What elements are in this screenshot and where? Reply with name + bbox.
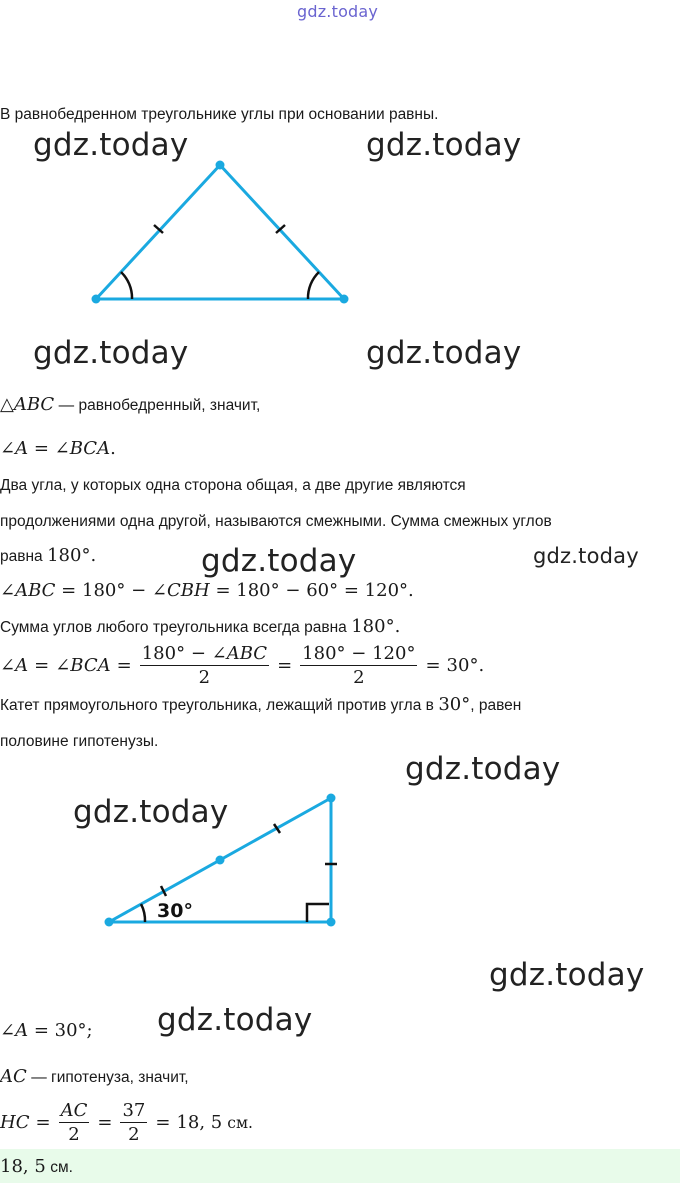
rule-text-adjacent-2: продолжениями одна другой, называются смежными. Сумма смежных углов xyxy=(0,513,552,530)
angle-a-value: ∠A = 30°; xyxy=(0,1020,93,1041)
vertex-point xyxy=(340,295,349,304)
hc-formula: HC = $\frac{AC}{2}$ = $\frac{37}{2}$ = 18, 5 см. xyxy=(0,1100,253,1145)
right-angle-mark xyxy=(307,904,329,922)
rule-text-angle-sum: Сумма углов любого треугольника всегда равна 180°. xyxy=(0,616,401,637)
vertex-point xyxy=(105,918,114,927)
watermark: gdz.today xyxy=(73,794,229,830)
fraction: $\frac{180^\circ - 120^\circ}{2}$ xyxy=(302,643,416,688)
triangle-symbol: △ xyxy=(0,394,14,415)
watermark: gdz.today xyxy=(533,544,639,568)
watermark: gdz.today xyxy=(201,543,357,579)
base-angle-arc xyxy=(121,272,132,299)
top-watermark: gdz.today xyxy=(297,2,379,21)
vertex-point xyxy=(92,295,101,304)
rule-text-30-degree-leg: Катет прямоугольного треугольника, лежащий против угла в 30°, равен xyxy=(0,694,522,715)
isosceles-statement: △ABC — равнобедренный, значит, xyxy=(0,394,261,415)
watermark: gdz.today xyxy=(405,751,561,787)
angle-label: 30° xyxy=(157,900,193,922)
angle-abc-formula: ∠ABC = 180° − ∠CBH = 180° − 60° = 120°. xyxy=(0,580,414,601)
isosceles-triangle-figure xyxy=(0,150,400,320)
vertex-point xyxy=(327,794,336,803)
watermark: gdz.today xyxy=(366,335,522,371)
triangle-outline xyxy=(96,165,344,299)
rule-text-adjacent-1: Два угла, у которых одна сторона общая, а две другие являются xyxy=(0,477,466,494)
angle-arc xyxy=(141,904,145,922)
answer-bar xyxy=(0,1149,680,1183)
watermark: gdz.today xyxy=(157,1002,313,1038)
rule-text-isosceles: В равнобедренном треугольнике углы при основании равны. xyxy=(0,106,439,123)
rule-text-30-degree-leg-2: половине гипотенузы. xyxy=(0,733,159,750)
fraction: $\frac{37}{2}$ xyxy=(122,1100,146,1145)
watermark: gdz.today xyxy=(33,335,189,371)
fraction: $\frac{\text{180° − ∠ABC}}{2}$ xyxy=(141,643,268,688)
midpoint xyxy=(216,856,225,865)
hypotenuse-statement: AC — гипотенуза, значит, xyxy=(0,1066,189,1087)
base-angle-arc xyxy=(308,272,319,299)
right-triangle-figure xyxy=(0,780,400,940)
watermark: gdz.today xyxy=(489,957,645,993)
equal-angles-formula: ∠A = ∠BCA. xyxy=(0,438,116,459)
base-angle-formula: ∠ A = ∠ BCA = $\frac{\text{180° − ∠ABC}}{2}$ = $\frac{180^\circ - 120^\circ}{2}$ = 30°. xyxy=(0,643,485,688)
watermark: gdz.today xyxy=(366,127,522,163)
final-answer: 18, 5 см. xyxy=(0,1156,73,1177)
rule-text-adjacent-3: равна 180°. xyxy=(0,545,97,566)
fraction: $\frac{AC}{2}$ xyxy=(60,1100,88,1145)
watermark: gdz.today xyxy=(33,127,189,163)
vertex-point xyxy=(327,918,336,927)
vertex-point xyxy=(216,161,225,170)
